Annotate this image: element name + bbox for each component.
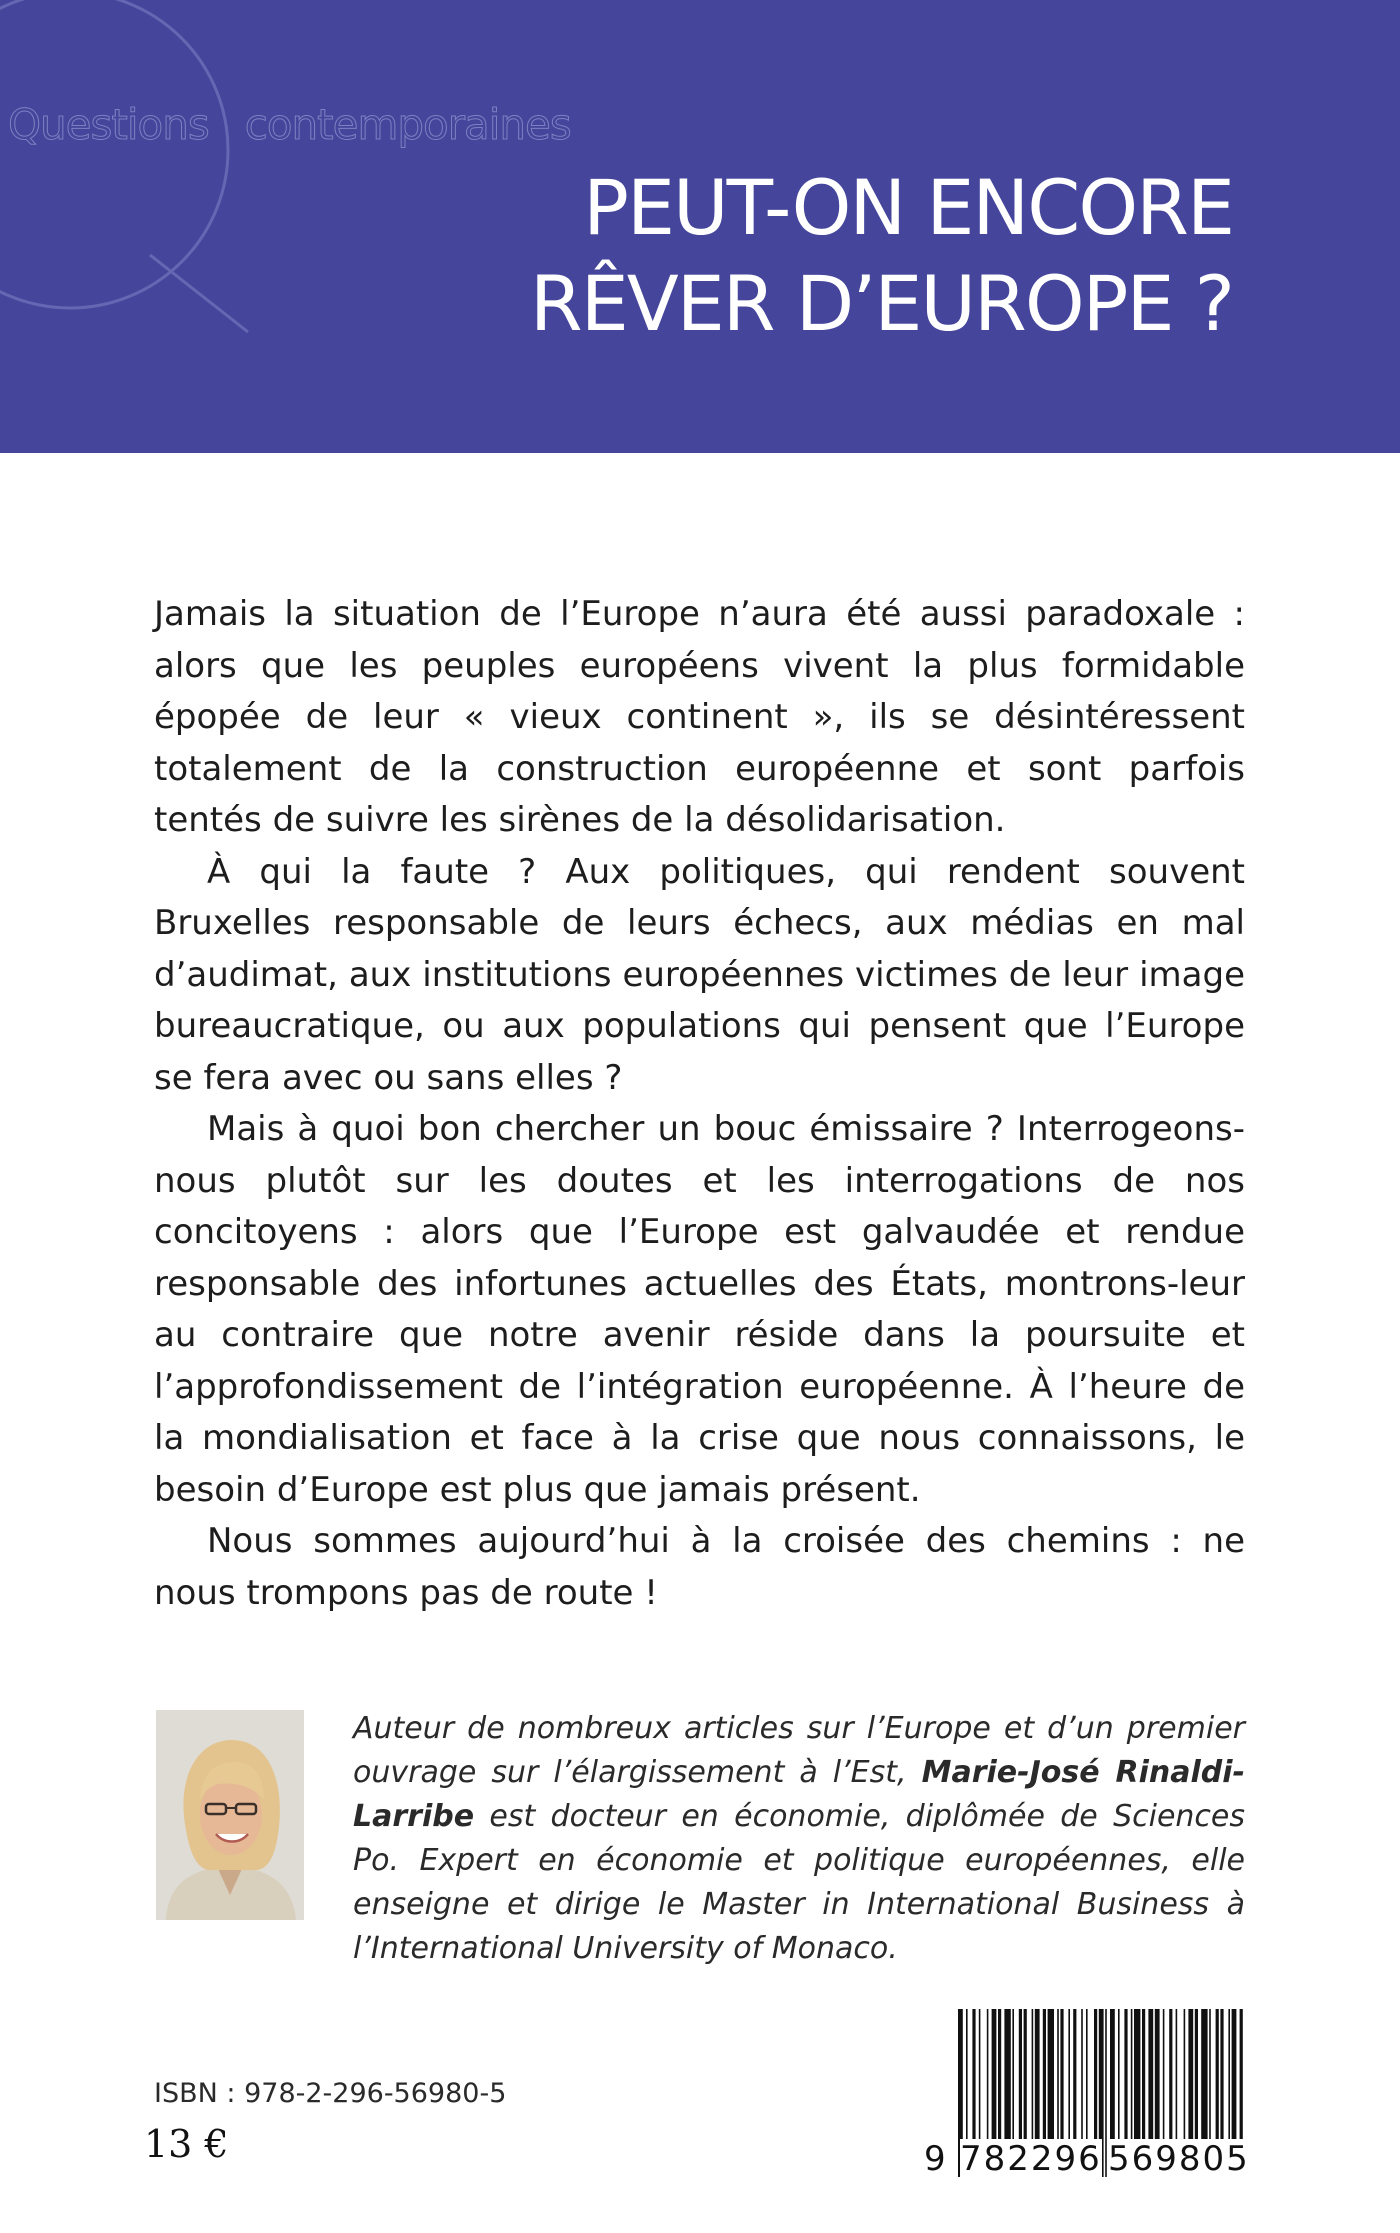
barcode-bar bbox=[1142, 2009, 1145, 2139]
barcode-bar bbox=[987, 2009, 989, 2139]
barcode-bar bbox=[1004, 2009, 1010, 2139]
barcode-bar bbox=[1148, 2009, 1153, 2139]
barcode-bar bbox=[1057, 2009, 1059, 2139]
barcode-bar bbox=[1176, 2009, 1178, 2139]
barcode-bar bbox=[1048, 2009, 1054, 2139]
barcode-bar bbox=[992, 2009, 997, 2139]
barcode-bar bbox=[1163, 2009, 1165, 2139]
barcode-bar bbox=[1184, 2009, 1186, 2139]
barcode-bar bbox=[1195, 2009, 1198, 2139]
barcode-digits bbox=[922, 2139, 1250, 2183]
barcode-bar bbox=[979, 2009, 981, 2139]
barcode-bar bbox=[1081, 2009, 1083, 2139]
title-line-1: PEUT-ON ENCORE bbox=[583, 163, 1233, 252]
barcode-bar bbox=[1201, 2009, 1207, 2139]
barcode-bar bbox=[998, 2009, 1001, 2139]
barcode-bar bbox=[1131, 2009, 1133, 2139]
price: 13 € bbox=[144, 2122, 229, 2166]
barcode-bar bbox=[1043, 2009, 1046, 2139]
author-bio-after: est docteur en économie, diplômée de Sciences Po. Expert en économie et politique européennes, elle enseigne et dirige le Master in International Business à l’International University of Monaco. bbox=[353, 1799, 1245, 1966]
barcode-bar bbox=[1124, 2009, 1127, 2139]
barcode bbox=[922, 2003, 1250, 2186]
barcode-bar bbox=[966, 2009, 968, 2139]
back-cover-text bbox=[154, 589, 1245, 1619]
series-word-2: contemporaines bbox=[244, 100, 571, 149]
barcode-first-digit: 9 bbox=[924, 2139, 946, 2179]
barcode-bar bbox=[1032, 2009, 1034, 2139]
barcode-bar bbox=[1220, 2009, 1223, 2139]
author-photo bbox=[156, 1710, 304, 1920]
author-bio bbox=[353, 1707, 1245, 1971]
barcode-bar bbox=[1169, 2009, 1172, 2139]
paragraph-1: Jamais la situation de l’Europe n’aura été aussi paradoxale : alors que les peuples européens vivent la plus formidable épopée de leur « vieux continent », ils se désintéressent totalement de la construction européenne et sont parfois tentés de suivre les sirènes de la désolidarisation. bbox=[154, 594, 1245, 840]
barcode-bar bbox=[1118, 2009, 1120, 2139]
barcode-bar bbox=[1155, 2009, 1160, 2139]
book-title bbox=[530, 160, 1233, 352]
paragraph-3: Mais à quoi bon chercher un bouc émissaire ? Interrogeons-nous plutôt sur les doutes et les interrogations de nos concitoyens : alors que l’Europe est galvaudée et rendue responsable des infortunes actuelles des États, montrons-leur au contraire que notre avenir réside dans la poursuite et l’approfondissement de l’intégration européenne. À l’heure de la mondialisation et face à la crise que nous connaissons, le besoin d’Europe est plus que jamais présent. bbox=[154, 1109, 1245, 1510]
barcode-group-2: 569805 bbox=[1108, 2139, 1250, 2179]
barcode-bar bbox=[1216, 2009, 1219, 2139]
paragraph-2: À qui la faute ? Aux politiques, qui rendent souvent Bruxelles responsable de leurs échecs, aux médias en mal d’audimat, aux institutions européennes victimes de leur image bureaucratique, ou aux populations qui pensent que l’Europe se fera avec ou sans elles ? bbox=[154, 851, 1245, 1098]
barcode-bar bbox=[1068, 2009, 1070, 2139]
barcode-bar bbox=[1024, 2009, 1027, 2139]
author-name: Marie-José Rinaldi-Larribe bbox=[353, 1755, 1245, 1834]
isbn: ISBN : 978-2-296-56980-5 bbox=[154, 2078, 507, 2109]
title-line-2: RÊVER D’EUROPE ? bbox=[529, 259, 1233, 348]
cover-banner bbox=[0, 0, 1400, 453]
barcode-bar bbox=[1209, 2009, 1211, 2139]
barcode-bar bbox=[1094, 2009, 1097, 2139]
series-word-1: Questions bbox=[8, 100, 209, 149]
author-bio-before: Auteur de nombreux articles sur l’Europe et d’un premier ouvrage sur l’élargissement à l’Est, bbox=[353, 1711, 1245, 1790]
barcode-bar bbox=[1110, 2009, 1115, 2139]
barcode-bar bbox=[1035, 2009, 1040, 2139]
barcode-group-1: 782296 bbox=[960, 2139, 1102, 2179]
barcode-bar bbox=[1086, 2009, 1088, 2139]
series-name bbox=[8, 100, 571, 149]
barcode-bar bbox=[972, 2009, 975, 2139]
barcode-bar bbox=[1134, 2009, 1140, 2139]
author-portrait-icon bbox=[156, 1710, 304, 1920]
barcode-bar bbox=[1073, 2009, 1076, 2139]
barcode-bar bbox=[1228, 2009, 1230, 2139]
barcode-bar bbox=[1060, 2009, 1063, 2139]
paragraph-4: Nous sommes aujourd’hui à la croisée des chemins : ne nous trompons pas de route ! bbox=[154, 1521, 1245, 1613]
barcode-bar bbox=[1019, 2009, 1022, 2139]
barcode-bar bbox=[1012, 2009, 1014, 2139]
q-logo-icon bbox=[0, 0, 260, 340]
barcode-bar bbox=[1188, 2009, 1193, 2139]
